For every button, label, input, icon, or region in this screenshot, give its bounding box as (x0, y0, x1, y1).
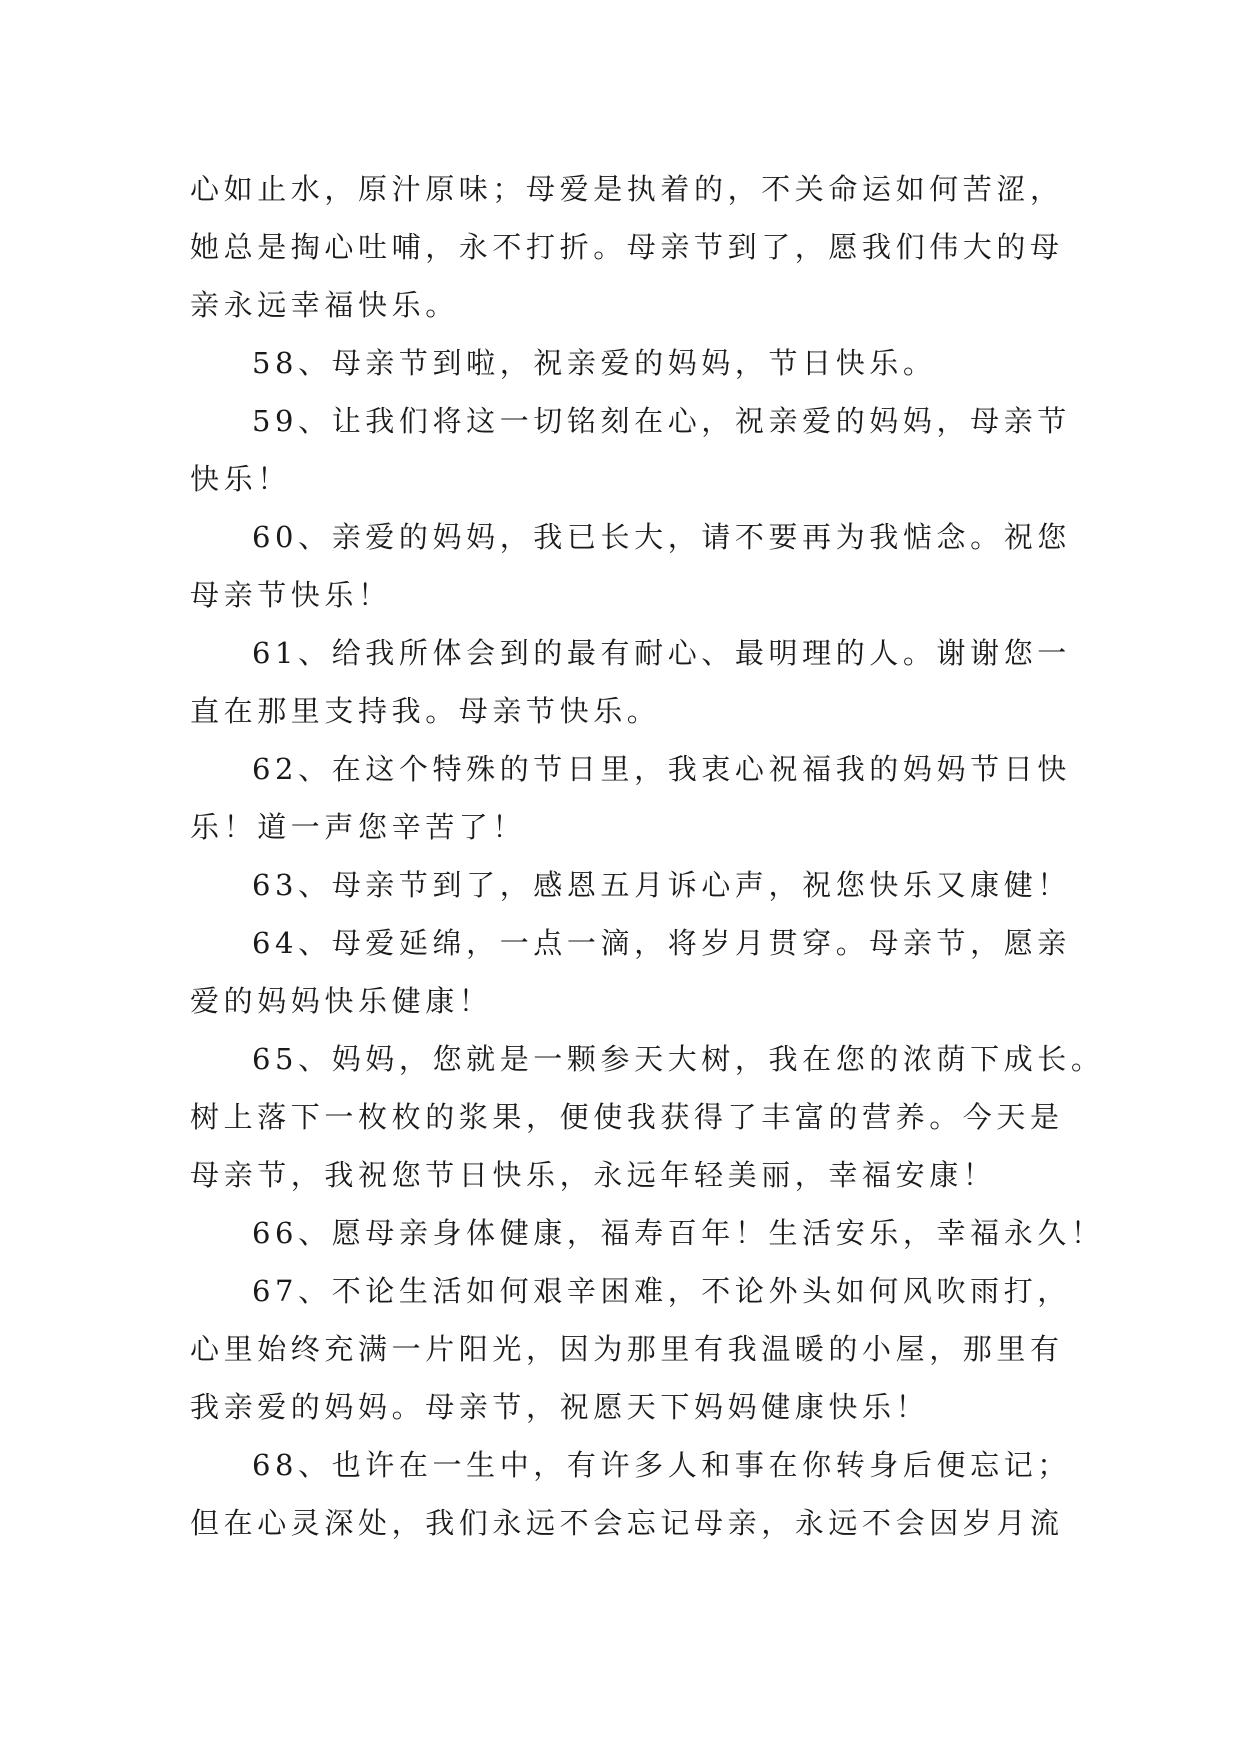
paragraph-60: 60、亲爱的妈妈，我已长大，请不要再为我惦念。祝您 (252, 520, 1071, 554)
paragraph-58: 58、母亲节到啦，祝亲爱的妈妈，节日快乐。 (252, 346, 937, 380)
text-line: 她总是掏心吐哺，永不打折。母亲节到了，愿我们伟大的母 (190, 230, 1064, 264)
paragraph-67: 67、不论生活如何艰辛困难，不论外头如何风吹雨打， (252, 1274, 1071, 1308)
text-line: 快乐！ (190, 462, 291, 496)
text-line: 心里始终充满一片阳光，因为那里有我温暖的小屋，那里有 (190, 1332, 1064, 1366)
text-line: 树上落下一枚枚的浆果，便使我获得了丰富的营养。今天是 (190, 1100, 1064, 1134)
text-line: 亲永远幸福快乐。 (190, 288, 459, 322)
paragraph-68: 68、也许在一生中，有许多人和事在你转身后便忘记； (252, 1448, 1071, 1482)
paragraph-63: 63、母亲节到了，感恩五月诉心声，祝您快乐又康健！ (252, 868, 1071, 902)
text-line: 但在心灵深处，我们永远不会忘记母亲，永远不会因岁月流 (190, 1506, 1064, 1540)
paragraph-64: 64、母爱延绵，一点一滴，将岁月贯穿。母亲节，愿亲 (252, 926, 1071, 960)
text-line: 心如止水，原汁原味；母爱是执着的，不关命运如何苦涩， (190, 172, 1064, 206)
paragraph-65: 65、妈妈，您就是一颗参天大树，我在您的浓荫下成长。 (252, 1042, 1105, 1076)
paragraph-61: 61、给我所体会到的最有耐心、最明理的人。谢谢您一 (252, 636, 1071, 670)
paragraph-62: 62、在这个特殊的节日里，我衷心祝福我的妈妈节日快 (252, 752, 1071, 786)
text-line: 我亲爱的妈妈。母亲节，祝愿天下妈妈健康快乐！ (190, 1390, 930, 1424)
text-line: 母亲节快乐！ (190, 578, 392, 612)
text-line: 乐！道一声您辛苦了！ (190, 810, 527, 844)
text-line: 直在那里支持我。母亲节快乐。 (190, 694, 661, 728)
text-line: 母亲节，我祝您节日快乐，永远年轻美丽，幸福安康！ (190, 1158, 997, 1192)
paragraph-59: 59、让我们将这一切铭刻在心，祝亲爱的妈妈，母亲节 (252, 404, 1071, 438)
text-line: 爱的妈妈快乐健康！ (190, 984, 493, 1018)
document-body (190, 160, 1105, 1552)
paragraph-66: 66、愿母亲身体健康，福寿百年！生活安乐，幸福永久！ (252, 1216, 1105, 1250)
